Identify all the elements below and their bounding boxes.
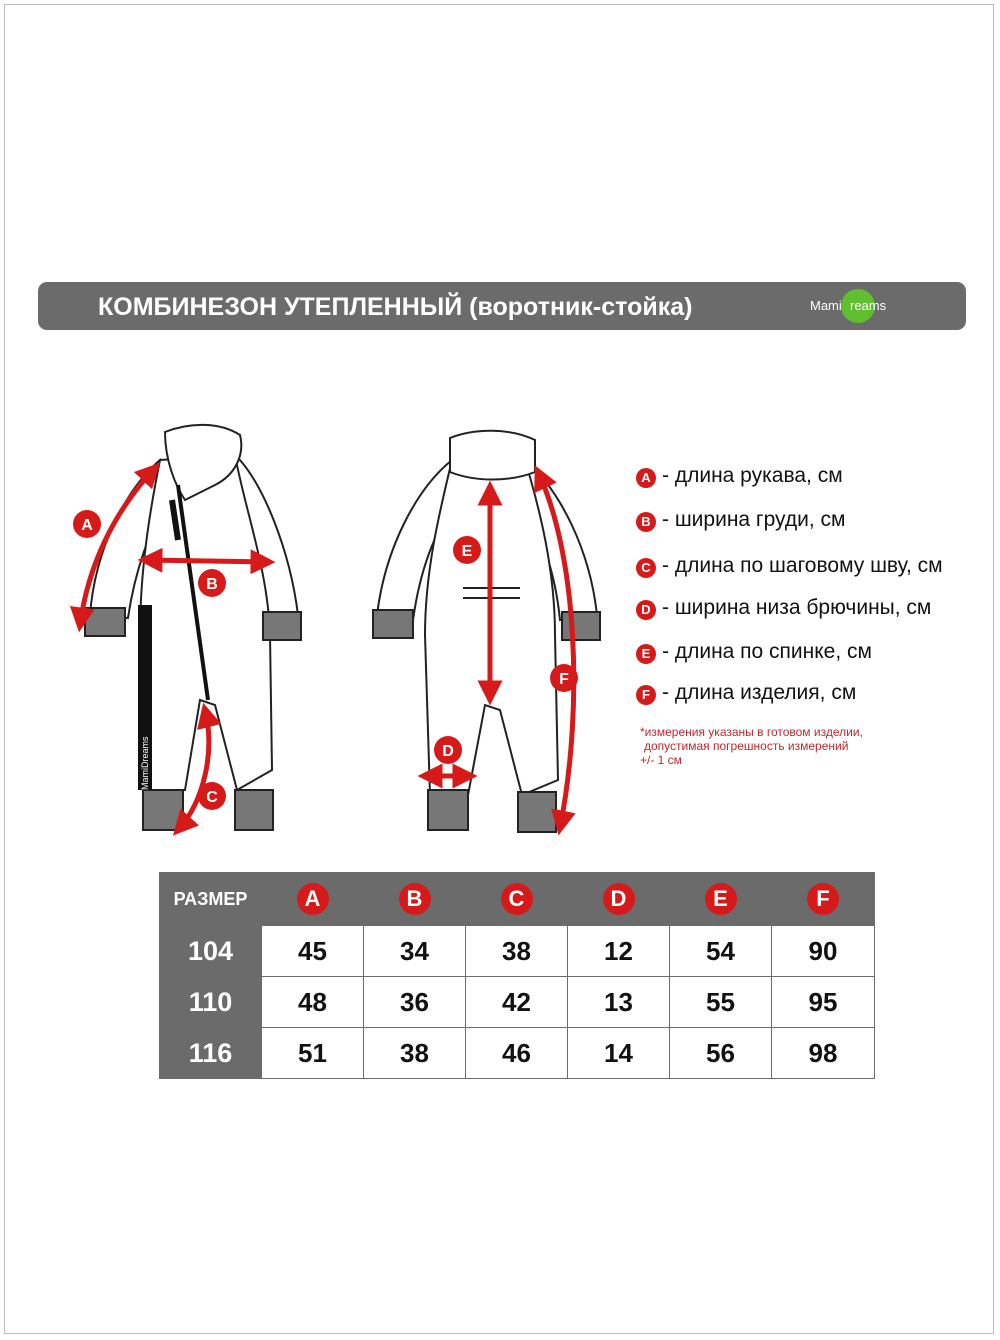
back-view bbox=[373, 431, 600, 832]
legend-letter-e: E bbox=[636, 644, 656, 664]
column-header-c: C bbox=[466, 873, 568, 926]
table-row bbox=[160, 926, 875, 977]
table-cell: 42 bbox=[466, 977, 568, 1028]
product-title: КОМБИНЕЗОН УТЕПЛЕННЫЙ (воротник-стойка) bbox=[98, 293, 693, 321]
diagram-label-d: D bbox=[442, 743, 454, 760]
front-left-cuff bbox=[85, 608, 125, 636]
table-cell: 98 bbox=[772, 1028, 875, 1079]
table-cell: 12 bbox=[568, 926, 670, 977]
column-header-e: E bbox=[670, 873, 772, 926]
diagram-label-c: C bbox=[206, 789, 218, 806]
table-cell: 36 bbox=[364, 977, 466, 1028]
table-cell: 48 bbox=[262, 977, 364, 1028]
legend-letter-c: C bbox=[636, 558, 656, 578]
table-cell: 55 bbox=[670, 977, 772, 1028]
front-left-leg-cuff bbox=[143, 790, 183, 830]
table-cell: 56 bbox=[670, 1028, 772, 1079]
title-banner bbox=[38, 282, 966, 330]
note-line-1: *измерения указаны в готовом изделии, bbox=[640, 725, 863, 739]
size-cell: 116 bbox=[160, 1028, 262, 1079]
garment-diagram bbox=[0, 400, 620, 840]
diagram-label-e: E bbox=[461, 543, 473, 560]
table-row bbox=[160, 1028, 875, 1079]
diagram-label-f: F bbox=[559, 671, 569, 688]
measurement-note bbox=[640, 725, 940, 767]
table-cell: 14 bbox=[568, 1028, 670, 1079]
front-right-leg-cuff bbox=[235, 790, 273, 830]
table-cell: 34 bbox=[364, 926, 466, 977]
legend-text-a: - длина рукава, см bbox=[662, 464, 843, 487]
legend-letter-a: A bbox=[636, 468, 656, 488]
legend-letter-b: B bbox=[636, 512, 656, 532]
table-cell: 38 bbox=[466, 926, 568, 977]
size-table bbox=[159, 872, 875, 1079]
back-collar bbox=[450, 431, 535, 480]
front-right-cuff bbox=[263, 612, 301, 640]
side-stripe bbox=[138, 605, 152, 790]
logo-text-pre: Mami bbox=[810, 298, 842, 313]
column-header-d: D bbox=[568, 873, 670, 926]
arrow-b bbox=[145, 560, 268, 562]
column-header-f: F bbox=[772, 873, 875, 926]
note-line-3: +/- 1 см bbox=[640, 753, 682, 767]
table-cell: 90 bbox=[772, 926, 875, 977]
column-header-b: B bbox=[364, 873, 466, 926]
legend-text-f: - длина изделия, см bbox=[662, 681, 857, 704]
brand-logo bbox=[810, 288, 960, 324]
back-left-cuff bbox=[373, 610, 413, 638]
legend-text-b: - ширина груди, см bbox=[662, 508, 846, 531]
legend-text-d: - ширина низа брючины, см bbox=[662, 596, 932, 619]
front-view bbox=[85, 425, 301, 830]
size-cell: 104 bbox=[160, 926, 262, 977]
table-cell: 13 bbox=[568, 977, 670, 1028]
note-line-2: допустимая погрешность измерений bbox=[644, 739, 849, 753]
table-cell: 51 bbox=[262, 1028, 364, 1079]
table-row bbox=[160, 977, 875, 1028]
table-cell: 95 bbox=[772, 977, 875, 1028]
back-right-leg-cuff bbox=[518, 792, 556, 832]
legend-letter-f: F bbox=[636, 685, 656, 705]
legend-text-c: - длина по шаговому шву, см bbox=[662, 554, 943, 577]
diagram-label-b: B bbox=[206, 576, 218, 593]
back-left-leg-cuff bbox=[428, 790, 468, 830]
side-stripe-text: MamiDreams bbox=[140, 736, 150, 790]
table-cell: 54 bbox=[670, 926, 772, 977]
size-column-header: РАЗМЕР bbox=[160, 873, 262, 926]
size-cell: 110 bbox=[160, 977, 262, 1028]
logo-text-post: reams bbox=[850, 298, 887, 313]
legend-letter-d: D bbox=[636, 600, 656, 620]
table-cell: 45 bbox=[262, 926, 364, 977]
column-header-a: A bbox=[262, 873, 364, 926]
diagram-label-a: A bbox=[81, 517, 93, 534]
legend-text-e: - длина по спинке, см bbox=[662, 640, 872, 663]
table-header-row bbox=[160, 873, 875, 926]
table-cell: 46 bbox=[466, 1028, 568, 1079]
back-right-cuff bbox=[562, 612, 600, 640]
table-cell: 38 bbox=[364, 1028, 466, 1079]
